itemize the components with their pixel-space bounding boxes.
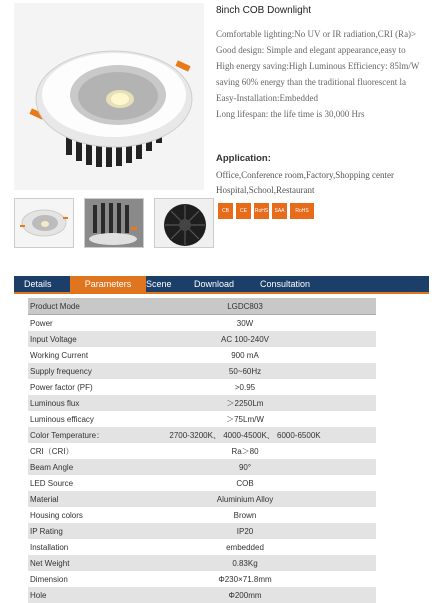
spec-value: ＞2250Lm: [142, 395, 348, 411]
spec-key: LED Source: [28, 475, 142, 491]
application-line: Hospital,School,Restaurant: [216, 185, 315, 195]
spec-key: Material: [28, 491, 142, 507]
spec-value: 2700-3200K、 4000-4500K、 6000-6500K: [142, 427, 348, 443]
description-line: saving 60% energy than the traditional fluorescent la: [216, 77, 407, 87]
spec-key: CRI（CRI）: [28, 443, 142, 459]
spec-key: Power factor (PF): [28, 379, 142, 395]
product-main-image: [14, 3, 204, 190]
spec-value: 50~60Hz: [142, 363, 348, 379]
table-row: [28, 315, 376, 332]
spec-key: Beam Angle: [28, 459, 142, 475]
spec-value: Φ230×71.8mm: [142, 571, 348, 587]
cb-icon: CB: [218, 203, 233, 219]
spec-table: [28, 298, 376, 603]
spec-key: Supply frequency: [28, 363, 142, 379]
table-row: [28, 298, 376, 315]
table-row: [28, 443, 376, 459]
spec-key: Color Temperature：: [28, 427, 142, 443]
spec-value: >0.95: [142, 379, 348, 395]
spec-value: 90°: [142, 459, 348, 475]
table-row: [28, 347, 376, 363]
table-row: [28, 379, 376, 395]
table-row: [28, 395, 376, 411]
spec-value: Ra＞80: [142, 443, 348, 459]
description-line: Long lifespan: the life time is 30,000 Hrs: [216, 109, 365, 119]
table-row: [28, 507, 376, 523]
spec-value: ＞75Lm/W: [142, 411, 348, 427]
spec-value: AC 100-240V: [142, 331, 348, 347]
spec-key: Working Current: [28, 347, 142, 363]
spec-value: Brown: [142, 507, 348, 523]
spec-value: Aluminium Alloy: [142, 491, 348, 507]
description-line: Easy-Installation:Embedded: [216, 93, 318, 103]
spec-value: COB: [142, 475, 348, 491]
spec-value: 900 mA: [142, 347, 348, 363]
spec-key: Input Voltage: [28, 331, 142, 347]
spec-key: Power: [28, 315, 142, 332]
tab-consultation[interactable]: Consultation: [260, 279, 311, 289]
spec-key: Luminous flux: [28, 395, 142, 411]
spec-value: embedded: [142, 539, 348, 555]
tab-scene[interactable]: Scene: [146, 279, 172, 289]
spec-key: Installation: [28, 539, 142, 555]
table-row: [28, 363, 376, 379]
spec-key: Product Mode: [28, 298, 142, 315]
table-row: [28, 555, 376, 571]
spec-key: Hole: [28, 587, 142, 603]
table-row: [28, 587, 376, 603]
table-row: [28, 475, 376, 491]
table-row: [28, 571, 376, 587]
tab-bar: [14, 276, 429, 294]
table-row: [28, 427, 376, 443]
table-row: [28, 491, 376, 507]
spec-value: LGDC803: [142, 298, 348, 315]
thumbnail-2[interactable]: [84, 198, 144, 248]
spec-key: IP Rating: [28, 523, 142, 539]
table-row: [28, 459, 376, 475]
spec-value: 30W: [142, 315, 348, 332]
rohs-badge-icon: RoHS: [254, 203, 269, 219]
spec-value: Φ200mm: [142, 587, 348, 603]
spec-value: 0.83Kg: [142, 555, 348, 571]
rohs-icon: RoHS: [290, 203, 314, 219]
product-title: 8inch COB Downlight: [216, 5, 312, 16]
description-line: Good design: Simple and elegant appearance,easy to: [216, 45, 406, 55]
tab-download[interactable]: Download: [194, 279, 235, 289]
application-line: Office,Conference room,Factory,Shopping center: [216, 170, 394, 180]
spec-key: Dimension: [28, 571, 142, 587]
spec-key: Housing colors: [28, 507, 142, 523]
table-row: [28, 331, 376, 347]
table-row: [28, 523, 376, 539]
spec-value: IP20: [142, 523, 348, 539]
spec-key: Net Weight: [28, 555, 142, 571]
tab-parameters[interactable]: Parameters: [70, 276, 146, 292]
description-line: Comfortable lighting:No UV or IR radiation,CRI (Ra)>: [216, 29, 417, 39]
tab-details[interactable]: Details: [24, 279, 52, 289]
description-line: High energy saving:High Luminous Efficiency: 85lm/W: [216, 61, 420, 71]
thumbnail-3[interactable]: [154, 198, 214, 248]
table-row: [28, 539, 376, 555]
application-heading: Application:: [216, 153, 271, 164]
table-row: [28, 411, 376, 427]
spec-key: Luminous efficacy: [28, 411, 142, 427]
thumbnail-1[interactable]: [14, 198, 74, 248]
ce-icon: CE: [236, 203, 251, 219]
saa-icon: SAA: [272, 203, 287, 219]
